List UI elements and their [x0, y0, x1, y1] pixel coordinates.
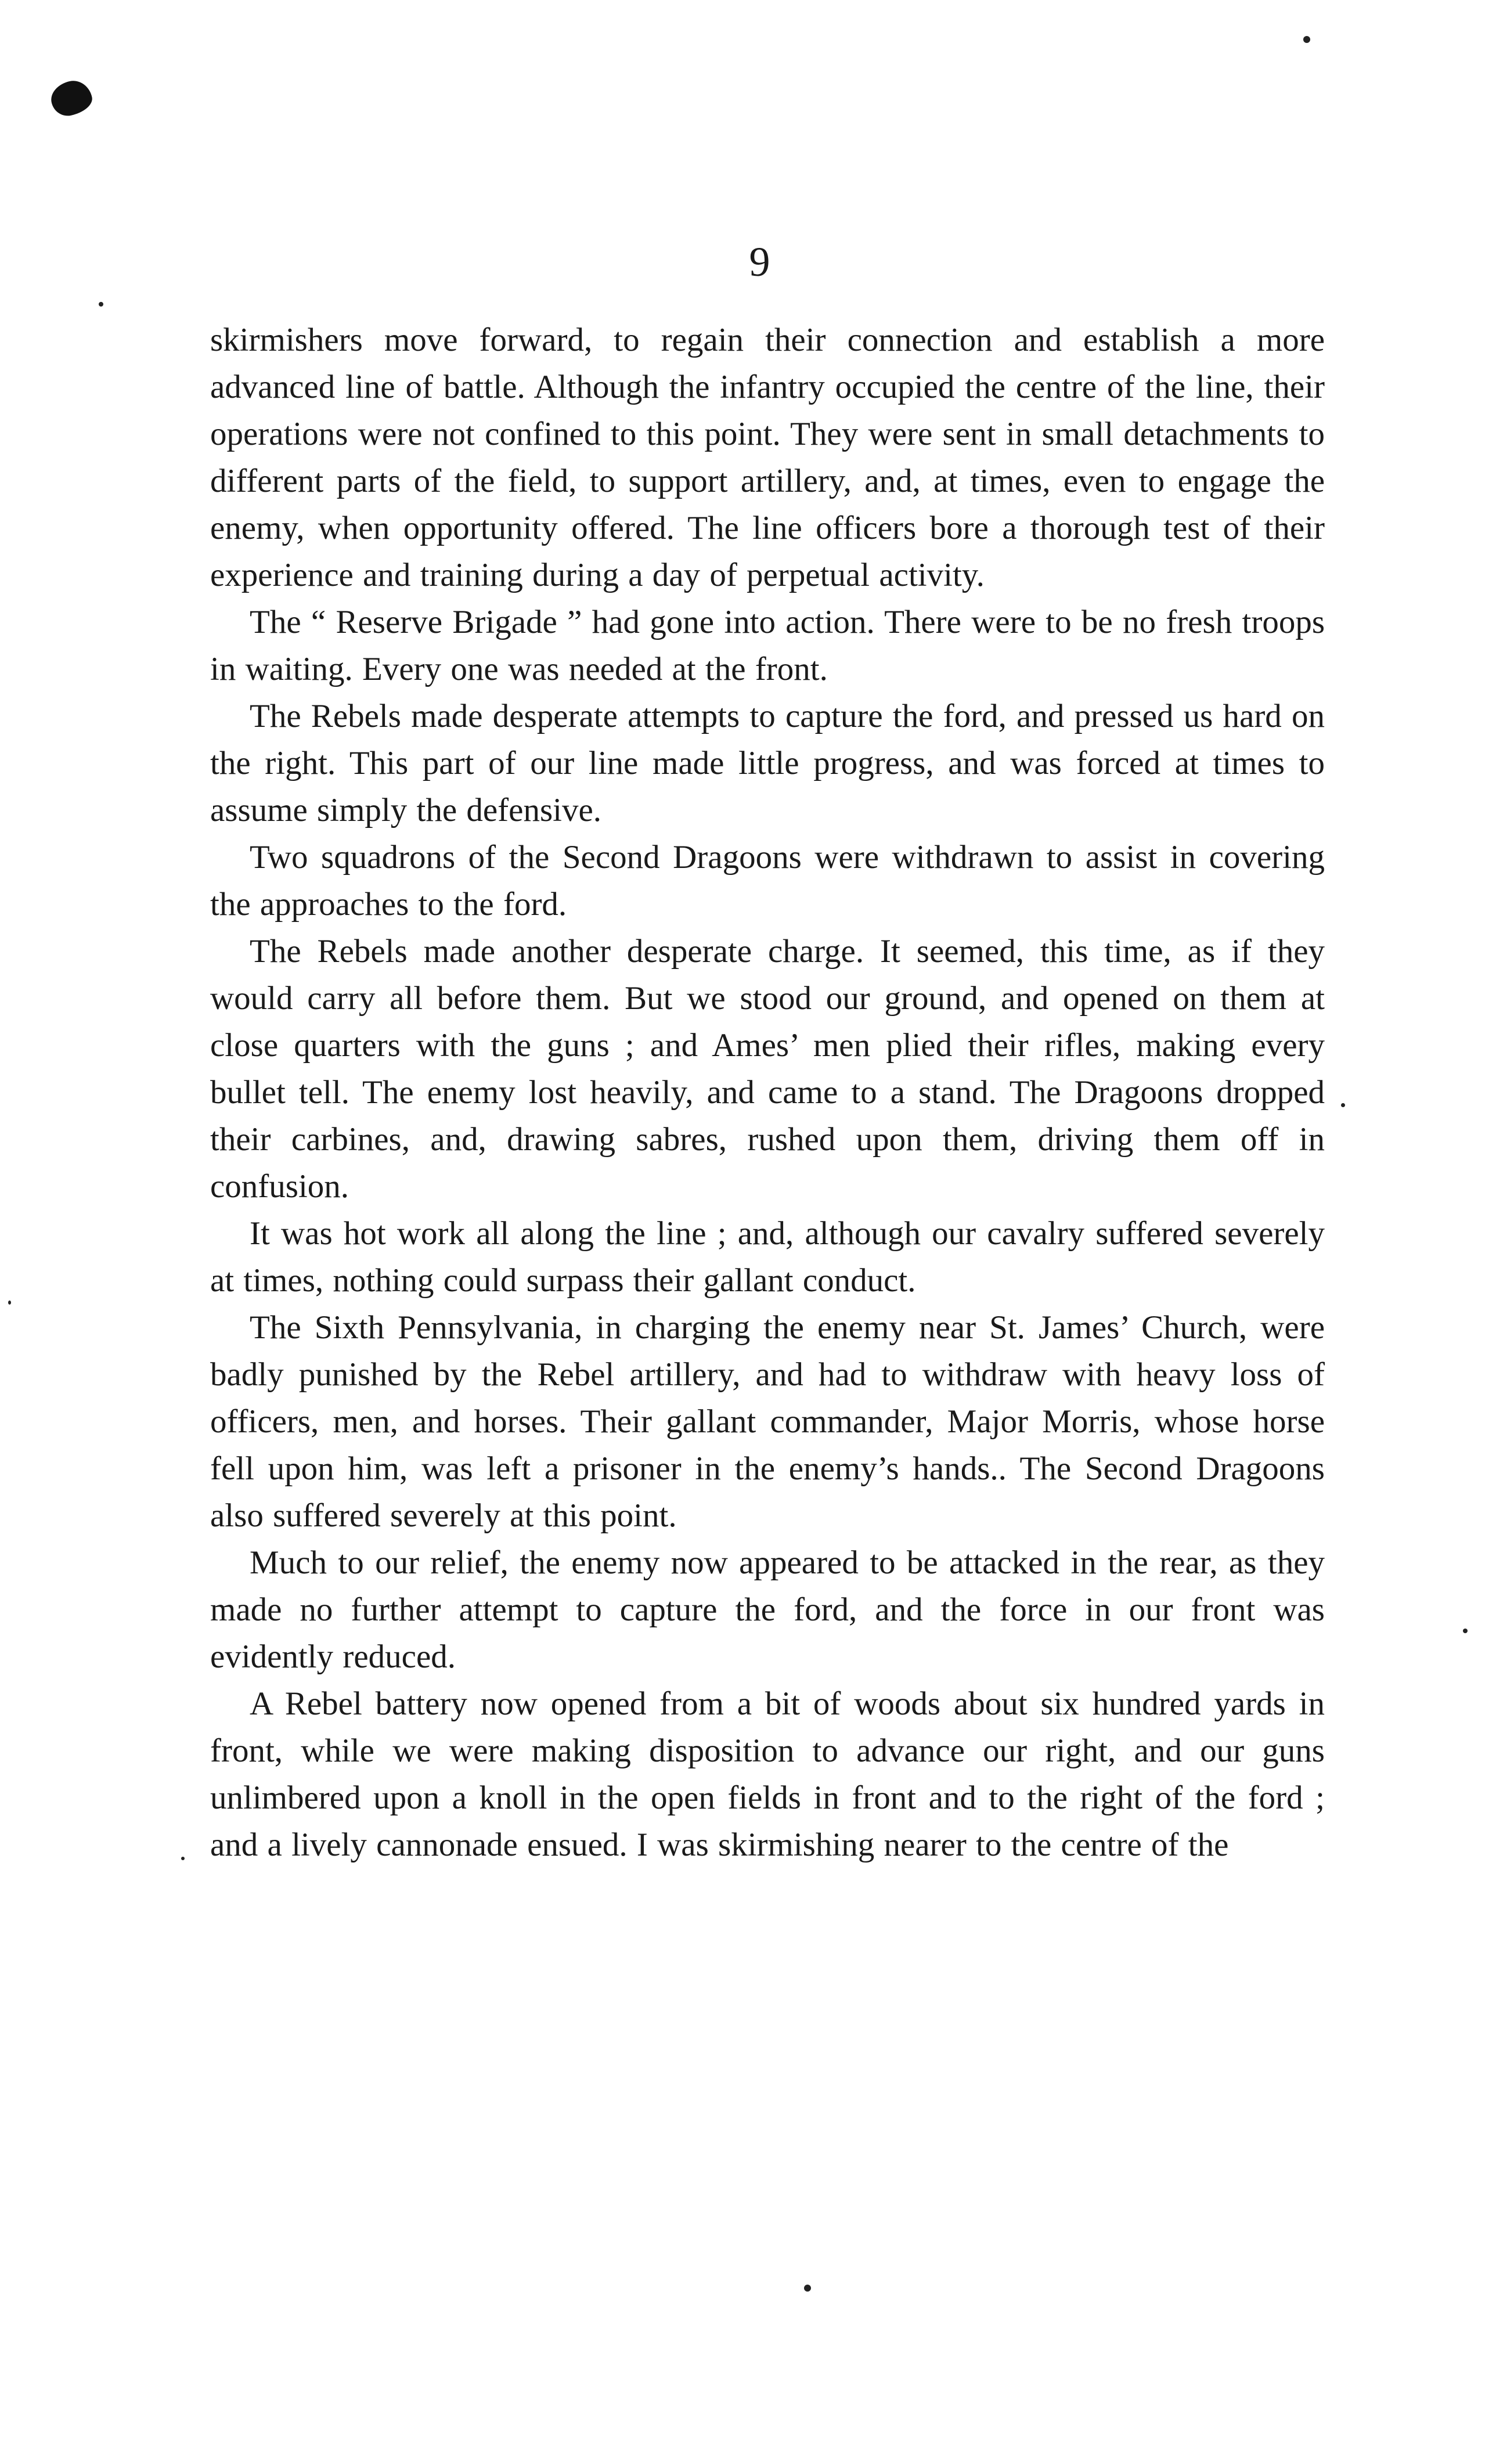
body-text	[210, 316, 1325, 1868]
paragraph: A Rebel battery now opened from a bit of woods about six hundred yards in front, while we were making disposition to advance our right, and our guns unlimbered upon a knoll in the open fields in front and to the right of the ford ; and a lively cannonade ensued. I was skirmishing nearer to the centre of the	[210, 1685, 1325, 1863]
paragraph: It was hot work all along the line ; and, although our cavalry suffered severely at times, nothing could surpass their gallant conduct.	[210, 1215, 1325, 1299]
paragraph: The “ Reserve Brigade ” had gone into action. There were to be no fresh troops in waiting. Every one was needed at the front.	[210, 604, 1325, 687]
paragraph: The Rebels made desperate attempts to capture the ford, and pressed us hard on the right. This part of our line made little progress, and was forced at times to assume simply the defensive.	[210, 698, 1325, 828]
scan-speck	[1341, 1103, 1345, 1107]
paragraph: The Sixth Pennsylvania, in charging the enemy near St. James’ Church, were badly punished by the Rebel artillery, and had to withdraw with heavy loss of officers, men, and horses. Their gallant commander, Major Morris, whose horse fell upon him, was left a prisoner in the enemy’s hands.. The Second Dragoons also suffered severely at this point.	[210, 1309, 1325, 1534]
scan-speck	[1463, 1629, 1468, 1633]
scan-speck	[181, 1857, 185, 1860]
ink-blot	[48, 77, 95, 118]
paragraph: Two squadrons of the Second Dragoons were withdrawn to assist in covering the approaches to the ford.	[210, 839, 1325, 923]
paragraph: skirmishers move forward, to regain their connection and establish a more advanced line of battle. Although the infantry occupied the centre of the line, their operations were not confined to this point. They were sent in small detachments to different parts of the field, to support artillery, and, at times, even to engage the enemy, when opportunity offered. The line officers bore a thorough test of their experience and training during a day of perpetual activity.	[210, 322, 1325, 593]
scan-speck	[99, 302, 103, 307]
scan-speck	[8, 1301, 11, 1305]
page-number: 9	[749, 239, 770, 285]
scan-speck	[1303, 36, 1310, 43]
scan-speck	[804, 2285, 811, 2292]
paragraph: The Rebels made another desperate charge. It seemed, this time, as if they would carry all before them. But we stood our ground, and opened on them at close quarters with the guns ; and Ames’ men plied their rifles, making every bullet tell. The enemy lost heavily, and came to a stand. The Dragoons dropped their carbines, and, drawing sabres, rushed upon them, driving them off in confusion.	[210, 933, 1325, 1205]
paragraph: Much to our relief, the enemy now appeared to be attacked in the rear, as they made no further attempt to capture the ford, and the force in our front was evidently reduced.	[210, 1544, 1325, 1675]
